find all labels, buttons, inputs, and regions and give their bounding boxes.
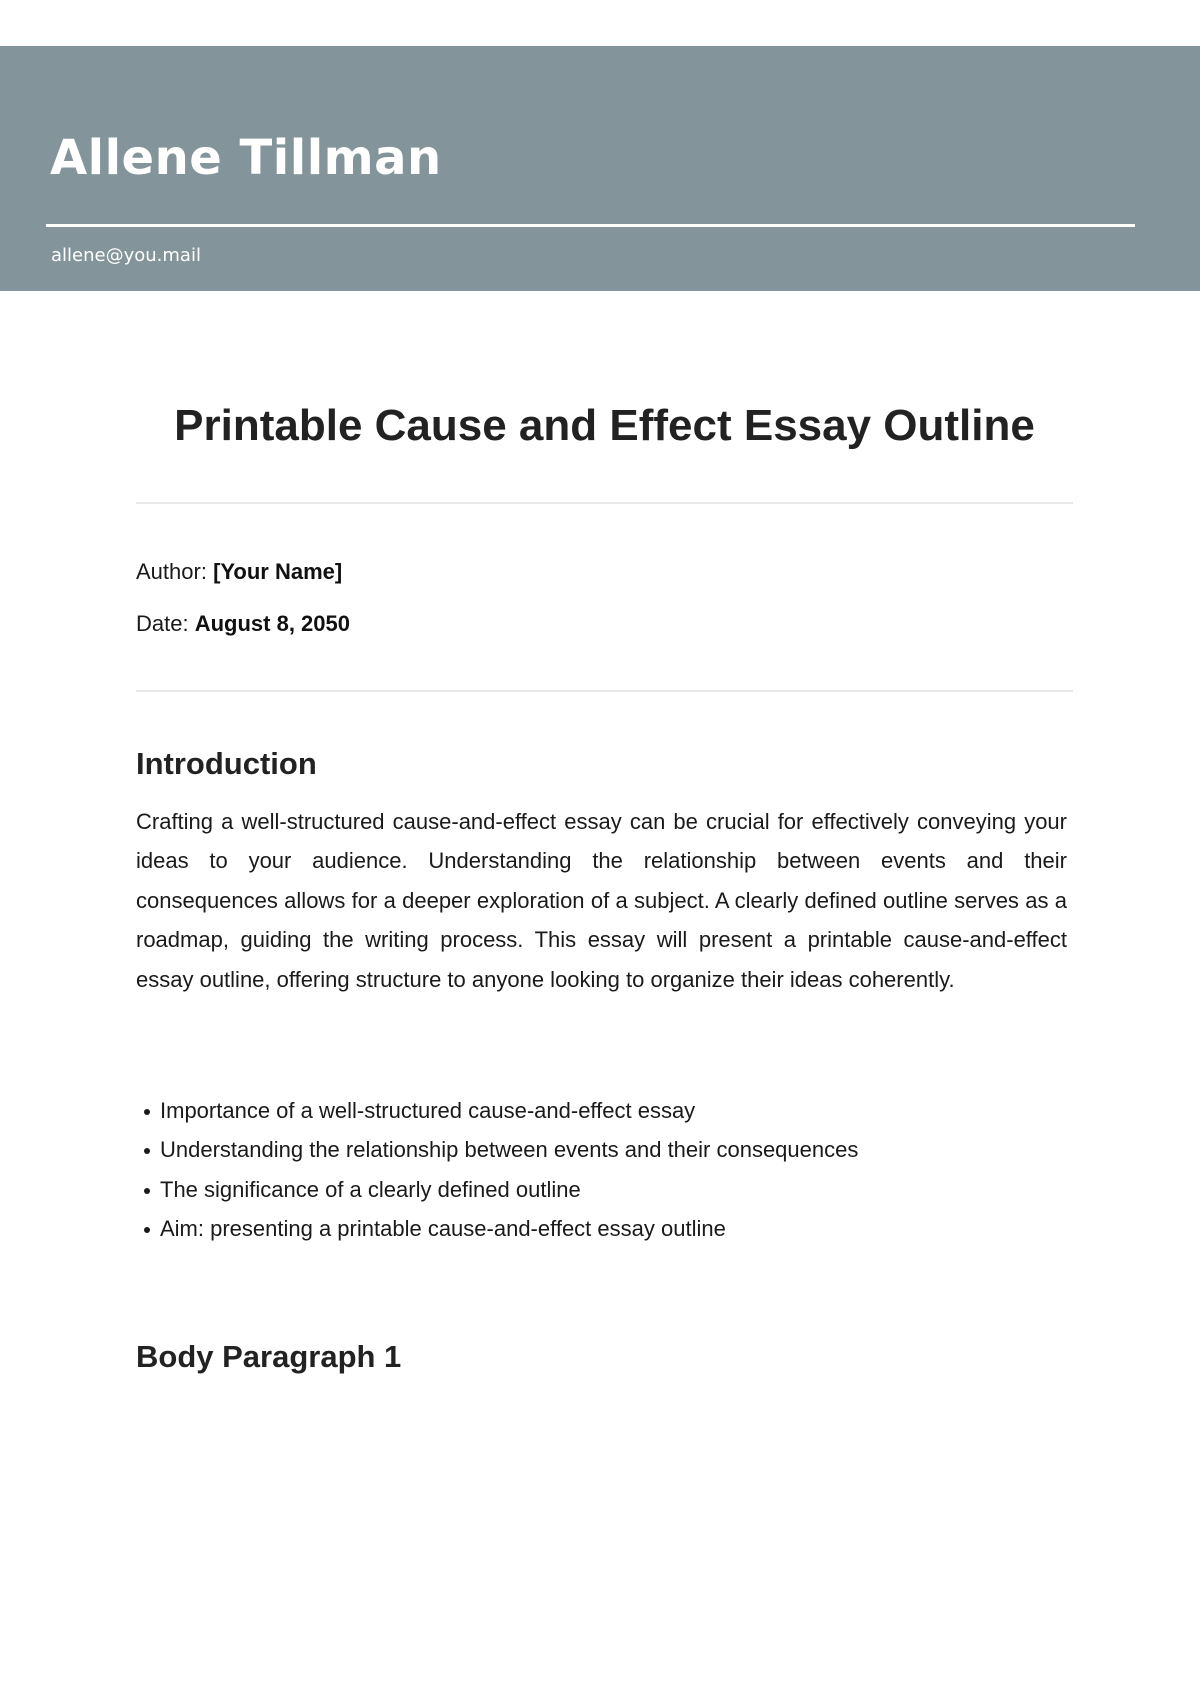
date-value: August 8, 2050 [194, 611, 350, 636]
author-value: [Your Name] [213, 559, 343, 584]
author-name: Allene Tillman [50, 130, 442, 186]
author-label: Author: [136, 559, 207, 584]
meta-divider [136, 690, 1073, 692]
body-paragraph-1-heading: Body Paragraph 1 [136, 1339, 402, 1374]
list-item: Importance of a well-structured cause-and-effect essay [136, 1091, 1067, 1130]
list-item: Understanding the relationship between events and their consequences [136, 1130, 1067, 1169]
introduction-paragraph: Crafting a well-structured cause-and-effect essay can be crucial for effectively conveying your ideas to your audience. Understanding the relationship between events and their consequences allows for a deeper exploration of a subject. A clearly defined outline serves as a roadmap, guiding the writing process. This essay will present a printable cause-and-effect essay outline, offering structure to anyone looking to organize their ideas coherently. [136, 809, 1067, 992]
list-item: The significance of a clearly defined outline [136, 1170, 1067, 1209]
introduction-heading: Introduction [136, 746, 317, 781]
date-label: Date: [136, 611, 189, 636]
author-email: allene@you.mail [51, 245, 201, 266]
title-divider [136, 502, 1073, 504]
date-line [136, 609, 350, 639]
header-divider [46, 224, 1135, 227]
introduction-bullet-list [136, 1091, 1067, 1249]
document-title: Printable Cause and Effect Essay Outline [174, 401, 1035, 450]
author-line [136, 557, 342, 587]
list-item: Aim: presenting a printable cause-and-effect essay outline [136, 1209, 1067, 1248]
